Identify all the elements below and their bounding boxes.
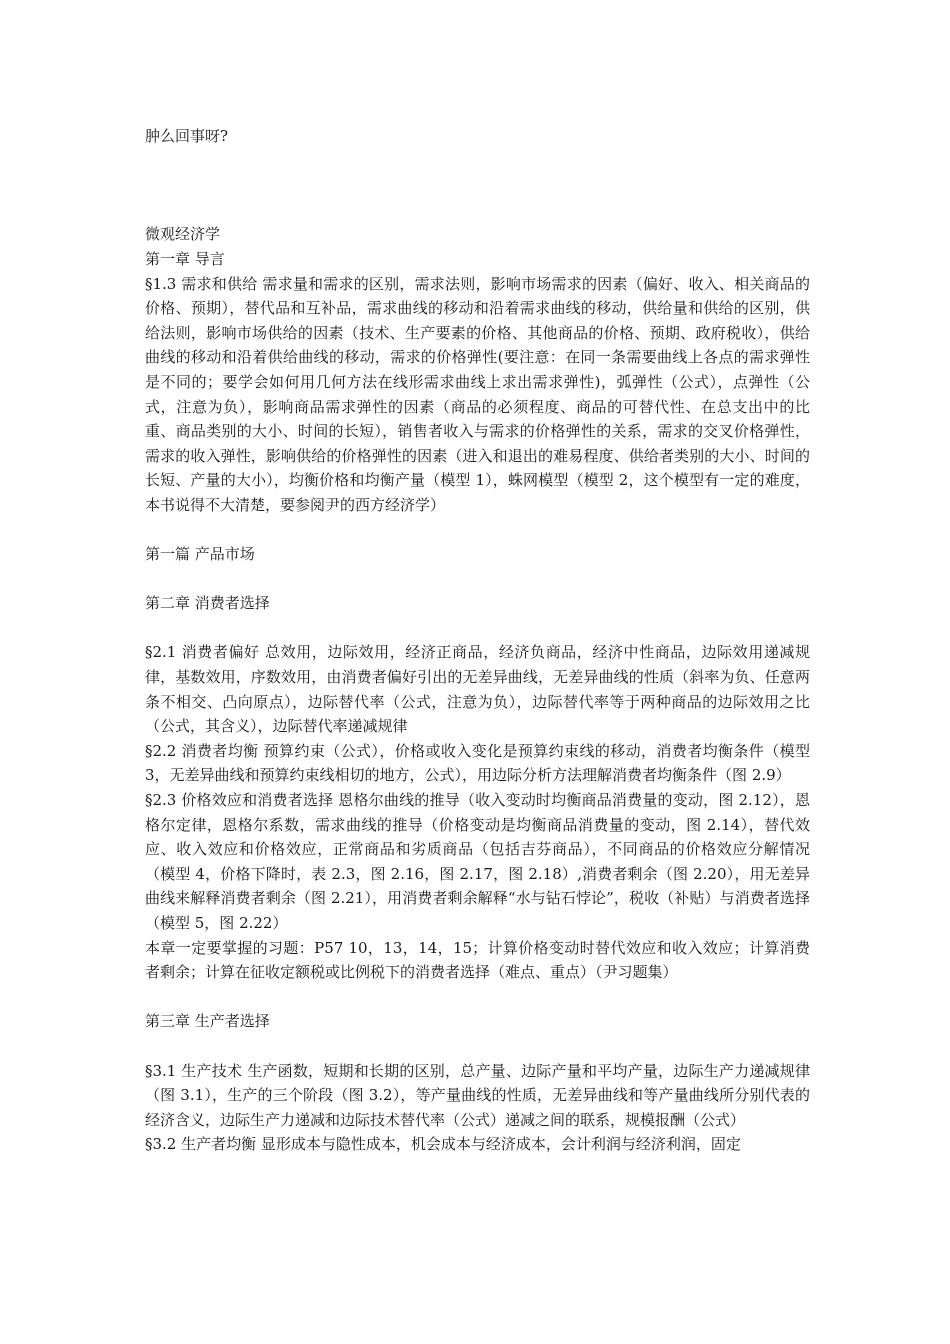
spacer xyxy=(145,1034,810,1059)
spacer xyxy=(145,567,810,592)
section-2-2: §2.2 消费者均衡 预算约束（公式），价格或收入变化是预算约束线的移动，消费者均衡条件（模型 3，无差异曲线和预算约束线相切的地方，公式），用边际分析方法理解消费者均衡条件（图 2.9） xyxy=(145,741,810,785)
intro-line: 肿么回事呀? xyxy=(145,127,229,145)
section-2-1: §2.1 消费者偏好 总效用，边际效用，经济正商品，经济负商品，经济中性商品，边际效用递减规律，基数效用，序数效用，由消费者偏好引出的无差异曲线，无差异曲线的性质（斜率为负、任意两条不相交、凸向原点），边际替代率（公式，注意为负），边际替代率等于两种商品的边际效用之比（公式，其含义），边际替代率递减规律 xyxy=(145,643,810,736)
document-page xyxy=(145,124,810,1157)
section-3-1: §3.1 生产技术 生产函数，短期和长期的区别，总产量、边际产量和平均产量，边际生产力递减规律（图 3.1），生产的三个阶段（图 3.2），等产量曲线的性质，无差异曲线和等产量曲线所分别代表的经济含义，边际生产力递减和边际技术替代率（公式）递减之间的联系，规模报酬（公式） xyxy=(145,1061,810,1129)
chapter-2-exercises: 本章一定要掌握的习题：P57 10，13，14，15；计算价格变动时替代效应和收入效应；计算消费者剩余；计算在征收定额税或比例税下的消费者选择（难点、重点）（尹习题集） xyxy=(145,938,810,982)
spacer xyxy=(145,518,810,543)
section-3-2: §3.2 生产者均衡 显形成本与隐性成本，机会成本与经济成本，会计利润与经济利润，固定 xyxy=(145,1135,741,1154)
chapter-3-heading: 第三章 生产者选择 xyxy=(145,1012,270,1031)
spacer xyxy=(145,616,810,641)
spacer xyxy=(145,198,810,223)
document-title: 微观经济学 xyxy=(145,225,221,244)
chapter-1-heading: 第一章 导言 xyxy=(145,249,225,268)
chapter-2-heading: 第二章 消费者选择 xyxy=(145,594,270,613)
part-1-heading: 第一篇 产品市场 xyxy=(145,545,255,564)
spacer xyxy=(145,149,810,198)
section-2-3: §2.3 价格效应和消费者选择 恩格尔曲线的推导（收入变动时均衡商品消费量的变动，图 2.12），恩格尔定律，恩格尔系数，需求曲线的推导（价格变动是均衡商品消费量的变动，图 2.14），替代效应、收入效应和价格效应，正常商品和劣质商品（包括吉芬商品），不同商品的价格效应分解情况（模型 4，价格下降时，表 2.3，图 2.16，图 2.17，图 2.18）,消费者剩余（图 2.20），用无差异曲线来解释消费者剩余（图 2.21），用消费者剩余解释“水与钻石悖论”，税收（补贴）与消费者选择（模型 5，图 2.22） xyxy=(145,791,810,932)
spacer xyxy=(145,985,810,1010)
section-1-3: §1.3 需求和供给 需求量和需求的区别，需求法则，影响市场需求的因素（偏好、收入、相关商品的价格、预期），替代品和互补品，需求曲线的移动和沿着需求曲线的移动，供给量和供给的区别，供给法则，影响市场供给的因素（技术、生产要素的价格、其他商品的价格、预期、政府税收），供给曲线的移动和沿着供给曲线的移动，需求的价格弹性(要注意：在同一条需要曲线上各点的需求弹性是不同的；要学会如何用几何方法在线形需求曲线上求出需求弹性)，弧弹性（公式），点弹性（公式，注意为负），影响商品需求弹性的因素（商品的必须程度、商品的可替代性、在总支出中的比重、商品类别的大小、时间的长短），销售者收入与需求的价格弹性的关系，需求的交叉价格弹性，需求的收入弹性，影响供给的价格弹性的因素（进入和退出的难易程度、供给者类别的大小、时间的长短、产量的大小），均衡价格和均衡产量（模型 1），蛛网模型（模型 2，这个模型有一定的难度，本书说得不大清楚，要参阅尹的西方经济学） xyxy=(145,274,810,514)
